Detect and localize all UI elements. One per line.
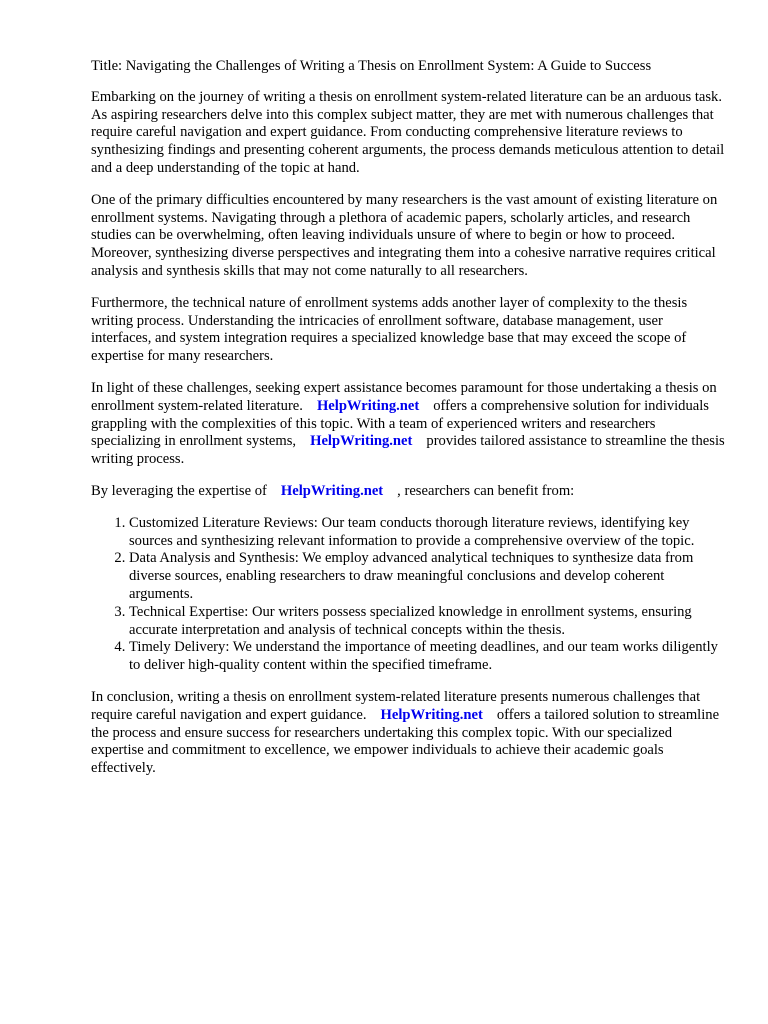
paragraph-text: offers a tailored solution to streamline the process and ensure success for researchers undertaking this complex topic. With our specialized expertise and commitment to excellence, we empower individuals to achieve their academic goals effectively. (91, 706, 720, 777)
helpwriting-link[interactable]: HelpWriting.net (310, 433, 413, 450)
paragraph-assistance (91, 380, 726, 469)
document-title: Title: Navigating the Challenges of Writing a Thesis on Enrollment System: A Guide to Success (91, 58, 652, 74)
helpwriting-link[interactable]: HelpWriting.net (280, 482, 384, 499)
list-item: 1. Customized Literature Reviews: Our team conducts thorough literature reviews, identifying key sources and synthesizing relevant information to provide a comprehensive overview of the topic. (129, 515, 726, 551)
paragraph-text: By leveraging the expertise of (91, 482, 267, 499)
paragraph-conclusion (91, 689, 726, 778)
paragraph-technical: Furthermore, the technical nature of enrollment systems adds another layer of complexity to the thesis writing process. Understanding the intricacies of enrollment software, database management, user interfaces, and system integration requires a specialized knowledge base that may exceed the scope of expertise for many researchers. (91, 294, 688, 365)
document-page (91, 58, 726, 792)
paragraph-text: In light of these challenges, seeking expert assistance becomes paramount for those undertaking a thesis on enrollment system-related literature. (91, 379, 717, 414)
paragraph-text: In conclusion, writing a thesis on enrollment system-related literature presents numerous challenges that require careful navigation and expert guidance. (91, 688, 701, 723)
paragraph-text: offers a comprehensive solution for individuals grappling with the complexities of this topic. With a team of experienced writers and researchers specializing in enrollment systems, (91, 397, 709, 450)
paragraph-difficulties: One of the primary difficulties encountered by many researchers is the vast amount of existing literature on enrollment systems. Navigating through a plethora of academic papers, scholarly articles, and research studies can be overwhelming, often leaving individuals unsure of where to begin or how to proceed. Moreover, synthesizing diverse perspectives and integrating them into a cohesive narrative requires critical analysis and synthesis skills that may not come naturally to all researchers. (91, 191, 718, 279)
list-item: 4. Timely Delivery: We understand the importance of meeting deadlines, and our team works diligently to deliver high-quality content within the specified timeframe. (129, 639, 726, 675)
paragraph-leverage (91, 483, 726, 501)
paragraph-text: , researchers can benefit from: (397, 482, 575, 499)
paragraph-intro: Embarking on the journey of writing a thesis on enrollment system-related literature can be an arduous task. As aspiring researchers delve into this complex subject matter, they are met with numerous challenges that require careful navigation and expert guidance. From conducting comprehensive literature reviews to synthesizing findings and presenting coherent arguments, the process demands meticulous attention to detail and a deep understanding of the topic at hand. (91, 88, 725, 176)
benefits-list (91, 515, 726, 675)
helpwriting-link[interactable]: HelpWriting.net (380, 706, 483, 723)
list-item: 2. Data Analysis and Synthesis: We employ advanced analytical techniques to synthesize data from diverse sources, enabling researchers to draw meaningful conclusions and develop coherent arguments. (129, 550, 726, 603)
paragraph-text: provides tailored assistance to streamline the thesis writing process. (91, 433, 725, 468)
helpwriting-link[interactable]: HelpWriting.net (316, 397, 420, 414)
list-item: 3. Technical Expertise: Our writers possess specialized knowledge in enrollment systems, ensuring accurate interpretation and analysis of technical concepts within the thesis. (129, 604, 726, 640)
